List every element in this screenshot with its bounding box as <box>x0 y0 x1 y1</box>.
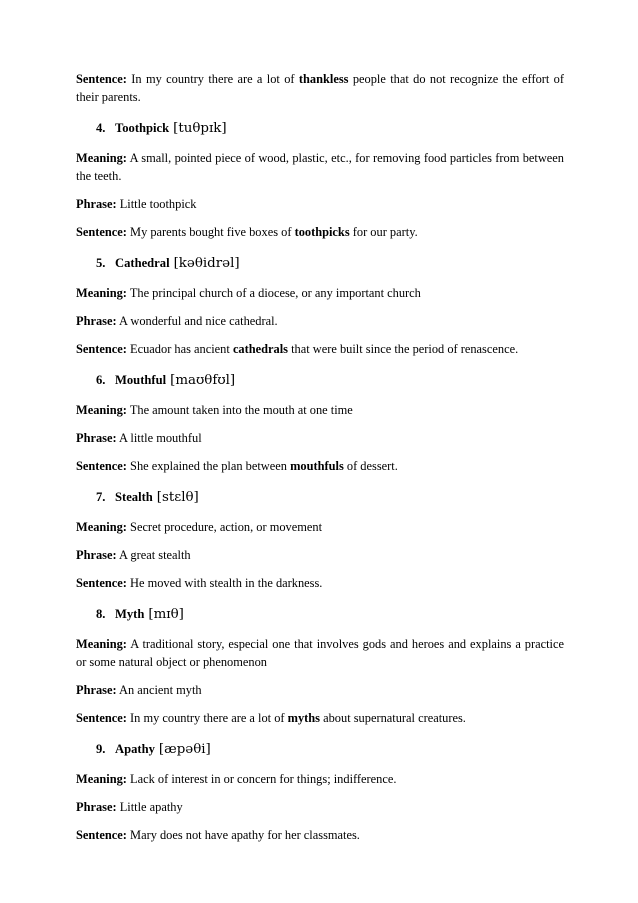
entry-sentence <box>76 457 564 475</box>
entry-heading-apathy <box>76 739 564 760</box>
sentence-label: Sentence: <box>76 459 127 473</box>
entry-word: Apathy <box>115 742 155 756</box>
entry-phrase <box>76 546 564 564</box>
sentence-text: In my country there are a lot of <box>130 711 285 725</box>
document-page <box>76 70 564 844</box>
meaning-text: A small, pointed piece of wood, plastic, etc., for removing food particles from between the teeth. <box>76 151 565 183</box>
phrase-label: Phrase: <box>76 431 117 445</box>
entry-sentence <box>76 574 564 592</box>
intro-sentence <box>76 70 564 106</box>
entry-meaning <box>76 635 564 671</box>
sentence-text: My parents bought five boxes of <box>130 225 292 239</box>
entry-phrase <box>76 429 564 447</box>
entry-number: 9. <box>96 742 106 756</box>
sentence-label: Sentence: <box>76 828 127 842</box>
sentence-label: Sentence: <box>76 225 127 239</box>
phrase-text: A great stealth <box>119 548 191 562</box>
phrase-label: Phrase: <box>76 197 117 211</box>
phrase-label: Phrase: <box>76 800 117 814</box>
entry-heading-mouthful <box>76 370 564 391</box>
sentence-label: Sentence: <box>76 576 127 590</box>
sentence-text: Mary does not have apathy for her classmates. <box>130 828 360 842</box>
entry-pronunciation: [kəθidrəl] <box>173 256 240 271</box>
meaning-text: Lack of interest in or concern for things; indifference. <box>130 772 397 786</box>
phrase-text: An ancient myth <box>119 683 202 697</box>
sentence-text: about supernatural creatures. <box>323 711 466 725</box>
entry-sentence <box>76 223 564 241</box>
entry-sentence <box>76 709 564 727</box>
meaning-text: The amount taken into the mouth at one time <box>129 403 353 417</box>
entry-sentence <box>76 340 564 358</box>
meaning-text: Secret procedure, action, or movement <box>130 520 323 534</box>
sentence-text: of dessert. <box>346 459 398 473</box>
entry-number: 4. <box>96 121 106 135</box>
entry-meaning <box>76 401 564 419</box>
meaning-text: A traditional story, especial one that involves gods and heroes and explains a practice or some natural object or phenomenon <box>76 637 564 669</box>
entry-phrase <box>76 681 564 699</box>
sentence-label: Sentence: <box>76 342 127 356</box>
entry-heading-myth <box>76 604 564 625</box>
sentence-text: Ecuador has ancient <box>130 342 230 356</box>
phrase-text: Little toothpick <box>119 197 197 211</box>
entry-pronunciation: [æpəθi] <box>158 742 211 757</box>
entry-heading-toothpick <box>76 118 564 139</box>
sentence-text: people that do not recognize the effort of their parents. <box>76 72 565 104</box>
entry-pronunciation: [stɛlθ] <box>156 490 199 505</box>
entry-meaning <box>76 518 564 536</box>
entry-word: Mouthful <box>115 373 167 387</box>
phrase-text: Little apathy <box>119 800 183 814</box>
meaning-label: Meaning: <box>76 637 127 651</box>
entry-meaning <box>76 149 564 185</box>
sentence-keyword: cathedrals <box>232 342 288 356</box>
meaning-label: Meaning: <box>76 403 127 417</box>
phrase-label: Phrase: <box>76 548 117 562</box>
meaning-label: Meaning: <box>76 151 127 165</box>
sentence-keyword: toothpicks <box>294 225 350 239</box>
meaning-text: The principal church of a diocese, or any important church <box>129 286 421 300</box>
entry-meaning <box>76 770 564 788</box>
entry-phrase <box>76 312 564 330</box>
phrase-label: Phrase: <box>76 683 117 697</box>
sentence-text: for our party. <box>352 225 418 239</box>
entry-number: 8. <box>96 607 106 621</box>
phrase-text: A wonderful and nice cathedral. <box>119 314 278 328</box>
sentence-keyword: thankless <box>298 72 349 86</box>
phrase-text: A little mouthful <box>119 431 202 445</box>
meaning-label: Meaning: <box>76 520 127 534</box>
entry-pronunciation: [mɪθ] <box>148 607 184 622</box>
phrase-label: Phrase: <box>76 314 117 328</box>
entry-sentence <box>76 826 564 844</box>
sentence-label: Sentence: <box>76 711 127 725</box>
entry-phrase <box>76 195 564 213</box>
entry-number: 5. <box>96 256 106 270</box>
sentence-text: She explained the plan between <box>130 459 287 473</box>
meaning-label: Meaning: <box>76 772 127 786</box>
entry-pronunciation: [maʊθfʊl] <box>170 373 236 388</box>
entry-word: Myth <box>115 607 145 621</box>
entry-heading-cathedral <box>76 253 564 274</box>
entry-meaning <box>76 284 564 302</box>
sentence-keyword: myths <box>287 711 320 725</box>
entry-word: Stealth <box>115 490 153 504</box>
sentence-keyword: mouthfuls <box>290 459 344 473</box>
sentence-text: In my country there are a lot of <box>131 72 295 86</box>
sentence-text: He moved with stealth in the darkness. <box>130 576 323 590</box>
entry-word: Cathedral <box>115 256 170 270</box>
entry-pronunciation: [tuθpɪk] <box>173 121 227 136</box>
entry-phrase <box>76 798 564 816</box>
sentence-text: that were built since the period of renascence. <box>291 342 519 356</box>
entry-heading-stealth <box>76 487 564 508</box>
meaning-label: Meaning: <box>76 286 127 300</box>
entry-number: 7. <box>96 490 106 504</box>
entry-word: Toothpick <box>115 121 170 135</box>
entry-number: 6. <box>96 373 106 387</box>
sentence-label: Sentence: <box>76 72 127 86</box>
